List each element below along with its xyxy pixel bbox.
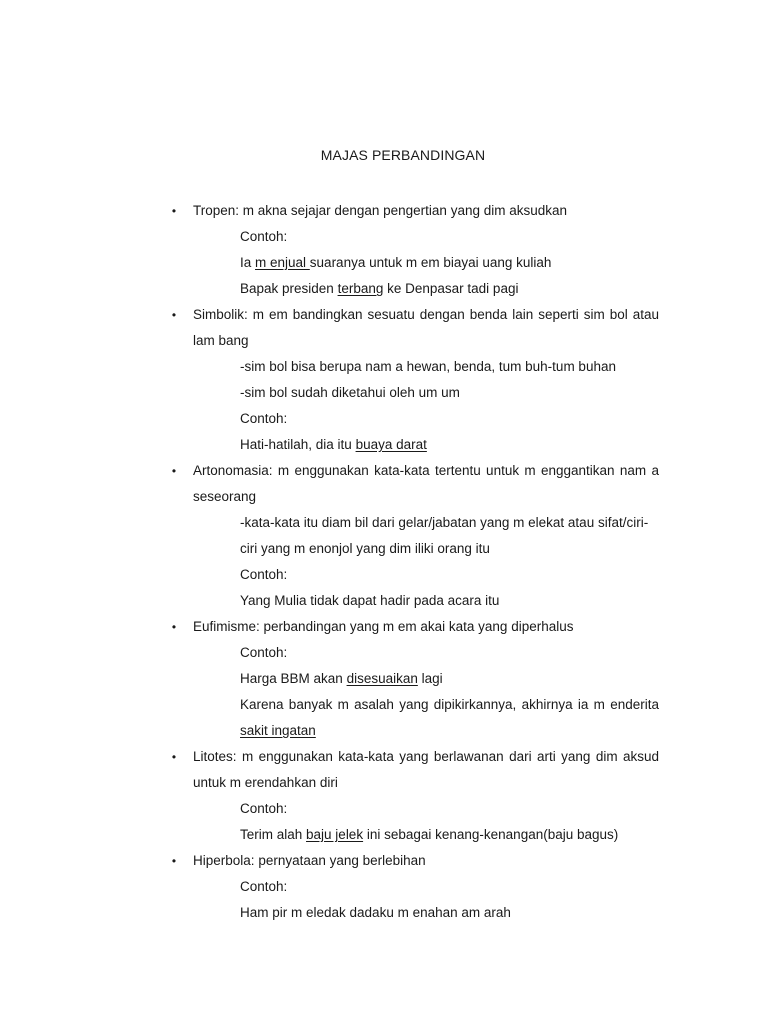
list-item-hiperbola [0, 848, 768, 926]
example-underlined: sakit ingatan [240, 723, 316, 738]
example-text: ke Denpasar tadi pagi [383, 281, 519, 296]
example-underlined: baju jelek [306, 827, 364, 842]
item-definition-text: m enggunakan kata-kata tertentu untuk m enggantikan nam a seseorang [193, 463, 659, 504]
item-definition-text: m em bandingkan sesuatu dengan benda lain seperti sim bol atau lam bang [193, 307, 659, 348]
item-definition-text: perbandingan yang m em akai kata yang diperhalus [263, 619, 574, 634]
bullet-icon: • [171, 750, 177, 764]
bullet-icon: • [171, 204, 177, 218]
list-item-tropen [0, 198, 768, 302]
item-term: Hiperbola: [193, 853, 255, 868]
item-term: Artonomasia: [193, 463, 273, 478]
example-text: Hati-hatilah, dia itu [240, 437, 356, 452]
bullet-icon: • [171, 620, 177, 634]
bullet-icon: • [171, 854, 177, 868]
example-text: Karena banyak m asalah yang dipikirkannya, akhirnya ia m enderita [240, 697, 659, 712]
item-definition-text: pernyataan yang berlebihan [258, 853, 426, 868]
note-line: -kata-kata itu diam bil dari gelar/jabatan yang m elekat atau sifat/ciri-ciri yang m enonjol yang dim iliki orang itu [240, 515, 649, 556]
bullet-icon: • [171, 308, 177, 322]
example-text: Ia [240, 255, 256, 270]
example-text: lagi [417, 671, 443, 686]
list-item-artonomasia [0, 458, 768, 614]
list-item-litotes [0, 744, 768, 848]
item-definition [193, 198, 659, 224]
item-definition-text: m akna sejajar dengan pengertian yang dim aksudkan [242, 203, 568, 218]
example-underlined: buaya darat [355, 437, 427, 452]
contoh-label: Contoh: [240, 567, 288, 582]
contoh-label: Contoh: [240, 879, 288, 894]
item-definition [193, 458, 659, 510]
contoh-label: Contoh: [240, 801, 288, 816]
example-line [240, 822, 659, 848]
item-term: Simbolik: [193, 307, 248, 322]
page-title: MAJAS PERBANDINGAN [320, 147, 486, 163]
example-text: suaranya untuk m em biayai uang kuliah [309, 255, 552, 270]
item-definition [193, 744, 659, 796]
example-line [240, 276, 659, 302]
example-text: ini sebagai kenang-kenangan(baju bagus) [363, 827, 619, 842]
note-line: -sim bol sudah diketahui oleh um um [240, 385, 460, 400]
item-definition-text: m enggunakan kata-kata yang berlawanan dari arti yang dim aksud untuk m erendahkan diri [193, 749, 659, 790]
example-text: Bapak presiden [240, 281, 338, 296]
contoh-label: Contoh: [240, 411, 288, 426]
item-term: Eufimisme: [193, 619, 260, 634]
item-term: Tropen: [193, 203, 240, 218]
list-item-eufimisme [0, 614, 768, 744]
example-line: Ham pir m eledak dadaku m enahan am arah [240, 905, 511, 920]
example-text: Terim alah [240, 827, 307, 842]
example-line [240, 250, 659, 276]
example-line: Yang Mulia tidak dapat hadir pada acara itu [240, 593, 500, 608]
item-definition [193, 302, 659, 354]
item-term: Litotes: [193, 749, 237, 764]
example-line [240, 692, 659, 744]
example-line [240, 432, 659, 458]
example-underlined: terbang [337, 281, 384, 296]
contoh-label: Contoh: [240, 645, 288, 660]
example-underlined: m enjual [255, 255, 310, 270]
note-line: -sim bol bisa berupa nam a hewan, benda, tum buh-tum buhan [240, 359, 616, 374]
majas-list [0, 198, 768, 926]
list-item-simbolik [0, 302, 768, 458]
bullet-icon: • [171, 464, 177, 478]
item-definition [193, 614, 659, 640]
example-underlined: disesuaikan [346, 671, 418, 686]
example-line [240, 666, 659, 692]
item-definition [193, 848, 659, 874]
example-text: Harga BBM akan [240, 671, 347, 686]
contoh-label: Contoh: [240, 229, 288, 244]
